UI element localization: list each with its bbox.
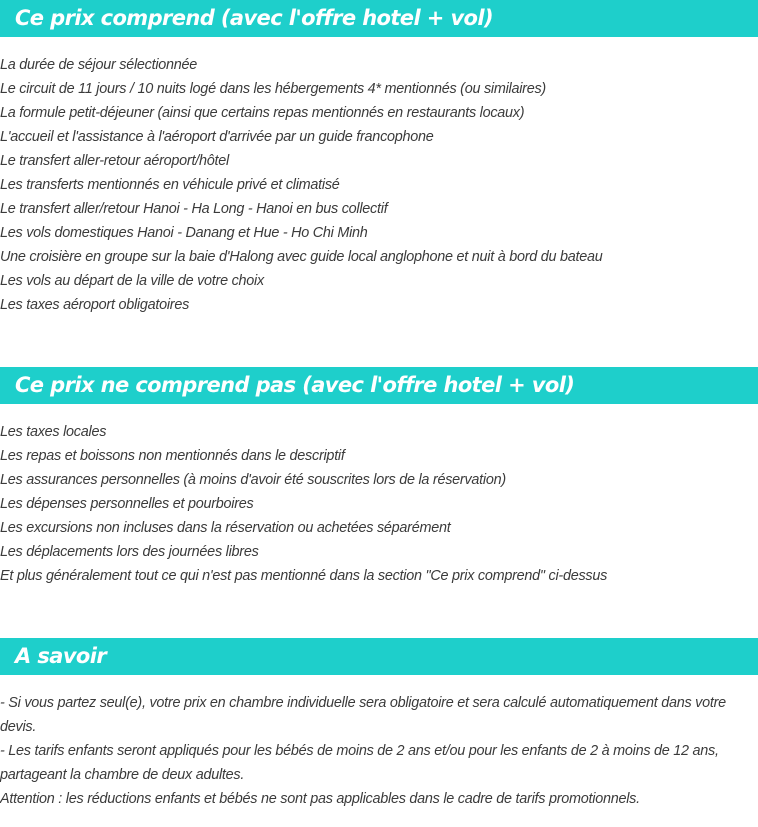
excludes-item: Les repas et boissons non mentionnés dans le descriptif	[0, 448, 345, 464]
includes-item: L'accueil et l'assistance à l'aéroport d'arrivée par un guide francophone	[0, 129, 434, 145]
excludes-item: Les excursions non incluses dans la réservation ou achetées séparément	[0, 520, 451, 536]
info-section	[0, 638, 758, 811]
excludes-item: Les taxes locales	[0, 424, 107, 440]
info-heading: A savoir	[0, 638, 758, 675]
includes-item: La durée de séjour sélectionnée	[0, 57, 198, 73]
includes-item: Les transferts mentionnés en véhicule privé et climatisé	[0, 177, 340, 193]
includes-item: Le circuit de 11 jours / 10 nuits logé dans les hébergements 4* mentionnés (ou similaires)	[0, 81, 546, 97]
includes-item: La formule petit-déjeuner (ainsi que certains repas mentionnés en restaurants locaux)	[0, 105, 525, 121]
info-paragraphs	[0, 691, 758, 811]
includes-item: Le transfert aller-retour aéroport/hôtel	[0, 153, 229, 169]
excludes-heading: Ce prix ne comprend pas (avec l'offre hotel + vol)	[0, 367, 758, 404]
excludes-item: Les assurances personnelles (à moins d'avoir été souscrites lors de la réservation)	[0, 472, 506, 488]
includes-item: Les taxes aéroport obligatoires	[0, 297, 190, 313]
includes-item: Les vols domestiques Hanoi - Danang et Hue - Ho Chi Minh	[0, 225, 368, 241]
info-paragraph: - Si vous partez seul(e), votre prix en chambre individuelle sera obligatoire et sera calculé automatiquement dans votre devis.	[0, 695, 726, 735]
excludes-list	[0, 420, 758, 588]
includes-section	[0, 0, 758, 317]
includes-item: Les vols au départ de la ville de votre choix	[0, 273, 264, 289]
info-paragraph: - Les tarifs enfants seront appliqués pour les bébés de moins de 2 ans et/ou pour les enfants de 2 à moins de 12 ans, partageant la chambre de deux adultes.	[0, 743, 719, 783]
includes-heading: Ce prix comprend (avec l'offre hotel + vol)	[0, 0, 758, 37]
excludes-item: Les déplacements lors des journées libres	[0, 544, 259, 560]
info-paragraph: Attention : les réductions enfants et bébés ne sont pas applicables dans le cadre de tarifs promotionnels.	[0, 791, 640, 807]
excludes-section	[0, 367, 758, 588]
includes-item: Le transfert aller/retour Hanoi - Ha Long - Hanoi en bus collectif	[0, 201, 388, 217]
excludes-item: Et plus généralement tout ce qui n'est pas mentionné dans la section "Ce prix comprend" ci-dessus	[0, 568, 608, 584]
includes-item: Une croisière en groupe sur la baie d'Halong avec guide local anglophone et nuit à bord du bateau	[0, 249, 603, 265]
includes-list	[0, 53, 758, 317]
excludes-item: Les dépenses personnelles et pourboires	[0, 496, 254, 512]
